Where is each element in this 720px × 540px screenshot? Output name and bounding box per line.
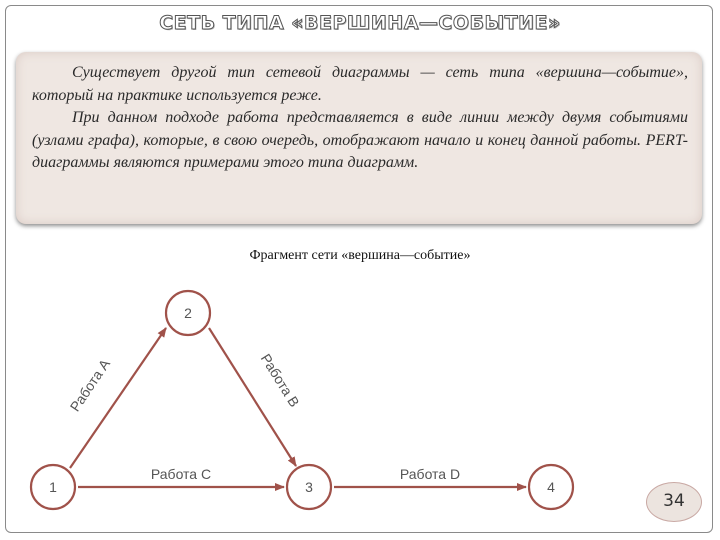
node-4-label: 4 (547, 479, 555, 495)
node-2-label: 2 (184, 305, 192, 321)
node-4 (529, 465, 573, 509)
edge-label-c: Работа C (150, 466, 212, 482)
paragraph-1: Существует другой тип сетевой диаграммы — сеть типа «вершина—событие», который на практике используется реже. (32, 64, 688, 104)
node-1 (31, 465, 75, 509)
edge-label-b: Работа B (257, 350, 303, 410)
node-1-label: 1 (49, 479, 57, 495)
slide-number-badge: 34 (646, 482, 702, 522)
node-2 (166, 291, 210, 335)
edge-label-a: Работа A (66, 356, 114, 415)
edge-label-d: Работа D (399, 466, 461, 482)
paragraph-2: При данном подходе работа представляется в виде линии между двумя событиями (узлами графа), которые, в свою очередь, отображают начало и конец данной работы. PERT-диаграммы являются примерами этого типа диаграмм. (32, 109, 688, 171)
text-box (16, 52, 702, 224)
figure-caption: Фрагмент сети «вершина—событие» (249, 248, 471, 263)
slide-title: СЕТЬ ТИПА «ВЕРШИНА—СОБЫТИЕ» (159, 12, 561, 34)
network-diagram (0, 270, 720, 535)
node-3 (287, 465, 331, 509)
node-3-label: 3 (305, 479, 313, 495)
